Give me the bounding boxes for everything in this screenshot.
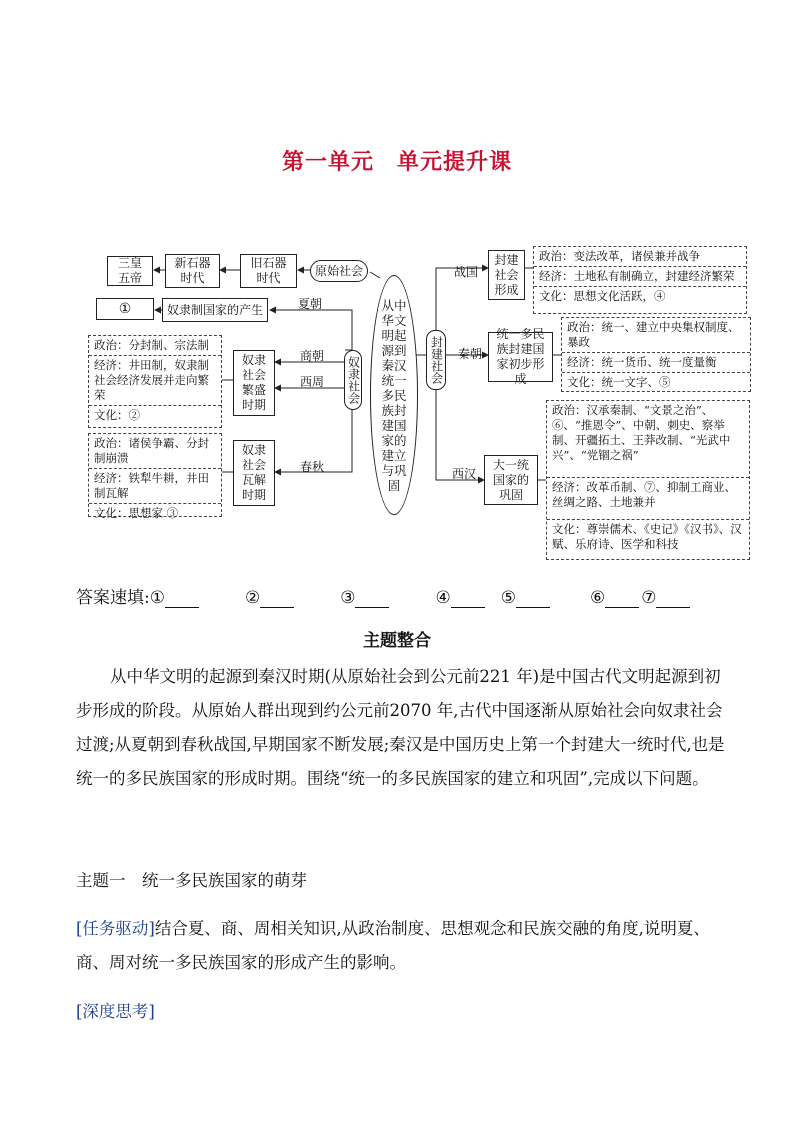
decline-politics: 政治：诸侯争霸、分封制崩溃 — [94, 436, 209, 465]
blank-1-box: ① — [96, 298, 154, 320]
feudal-form-box: 封建社会形成 — [488, 250, 525, 300]
han-details — [546, 400, 750, 560]
primitive-society-box: 原始社会 — [310, 260, 368, 282]
center-oval — [370, 275, 418, 515]
han-consolidation-box: 大一统国家的巩固 — [484, 455, 538, 505]
han-politics: 政治：汉承秦制、“文景之治”、⑥、“推恩令”、中朝、刺史、察举制、开疆拓土、王莽改制、“光武中兴”、“党锢之祸” — [552, 403, 731, 462]
zhanguo-label: 战国 — [454, 265, 479, 279]
xizhou-label: 西周 — [300, 375, 325, 389]
slave-society-node — [344, 350, 362, 410]
slave-decline-details — [88, 433, 222, 520]
deep-thinking-label: [深度思考] — [76, 1002, 155, 1021]
answer-prefix: 答案速填: — [76, 588, 150, 608]
section-title: 主题整合 — [363, 631, 431, 651]
feudal-form-culture: 文化：思想文化活跃，④ — [534, 286, 746, 306]
qin-culture: 文化：统一文字、⑤ — [562, 372, 750, 392]
han-culture: 文化：尊崇儒术、《史记》《汉书》、汉赋、乐府诗、医学和科技 — [547, 519, 749, 559]
answer-7[interactable]: ⑦ — [641, 588, 690, 608]
feudal-society-label: 封建社会 — [429, 336, 444, 384]
feudal-form-economy: 经济：土地私有制确立，封建经济繁荣 — [534, 266, 746, 286]
task-driven — [76, 912, 726, 980]
qin-politics: 政治：统一、建立中央集权制度、暴政 — [567, 320, 740, 349]
feudal-society-node — [426, 330, 446, 390]
qinchao-label: 秦朝 — [458, 347, 483, 361]
feudal-form-politics: 政治：变法改革，诸侯兼并战争 — [539, 249, 700, 263]
answer-1[interactable]: ① — [150, 588, 199, 608]
intro-paragraph: 从中华文明的起源到秦汉时期(从原始社会到公元前221 年)是中国古代文明起源到初步形成的阶段。从原始人群出现到约公元前2070 年,古代中国逐渐从原始社会向奴隶社会过渡;从夏朝到春秋战国,早期国家不断发展;秦汉是中国历史上第一个封建大一统时代,也是统一的多民族国家的形成时期。围绕“统一的多民族国家的建立和巩固”,完成以下问题。 — [76, 667, 725, 788]
neolithic-box: 新石器时代 — [165, 254, 220, 288]
qin-details — [561, 317, 751, 392]
paleolithic-box: 旧石器时代 — [240, 254, 297, 288]
xihan-label: 西汉 — [452, 467, 477, 481]
xia-label: 夏朝 — [298, 297, 323, 311]
task-label: [任务驱动] — [76, 919, 155, 938]
shang-label: 商朝 — [300, 349, 325, 363]
answer-4[interactable]: ④ — [435, 588, 484, 608]
answer-quick-fill — [76, 583, 736, 608]
slave-prosper-details — [88, 335, 222, 428]
center-oval-text: 从中华文明起源到秦汉统一多民族封建国家的建立与巩固 — [381, 297, 407, 493]
prosper-economy: 经济：井田制，奴隶制社会经济发展并走向繁荣 — [89, 355, 221, 405]
task-text: 结合夏、商、周相关知识,从政治制度、思想观念和民族交融的角度,说明夏、商、周对统一多民族国家的形成产生的影响。 — [76, 919, 710, 972]
decline-culture: 文化：思想家 ③ — [89, 503, 221, 523]
slave-decline-box: 奴隶社会瓦解时期 — [233, 440, 275, 506]
prosper-politics: 政治：分封制、宗法制 — [94, 338, 209, 352]
qin-unification-box: 统一多民族封建国家初步形成 — [488, 332, 553, 382]
answer-5[interactable]: ⑤ — [501, 588, 550, 608]
sanhuang-wudi-box: 三皇五帝 — [107, 256, 153, 286]
decline-economy: 经济：铁犁牛耕，井田制瓦解 — [89, 468, 221, 503]
page-title: 第一单元 单元提升课 — [281, 150, 512, 175]
slave-state-origin-box: 奴隶制国家的产生 — [162, 298, 268, 322]
feudal-form-details — [533, 246, 747, 314]
han-economy: 经济：改革币制、⑦、抑制工商业、丝绸之路、土地兼并 — [547, 477, 749, 519]
prosper-culture: 文化：② — [89, 405, 221, 425]
chunqiu-label: 春秋 — [300, 460, 325, 474]
slave-society-label: 奴隶社会 — [346, 356, 361, 404]
answer-6[interactable]: ⑥ — [590, 588, 639, 608]
qin-economy: 经济：统一货币、统一度量衡 — [562, 352, 750, 372]
theme-1-heading: 主题一 统一多民族国家的萌芽 — [76, 871, 307, 890]
answer-3[interactable]: ③ — [340, 588, 389, 608]
slave-prosper-box: 奴隶社会繁盛时期 — [233, 350, 275, 416]
answer-2[interactable]: ② — [245, 588, 294, 608]
